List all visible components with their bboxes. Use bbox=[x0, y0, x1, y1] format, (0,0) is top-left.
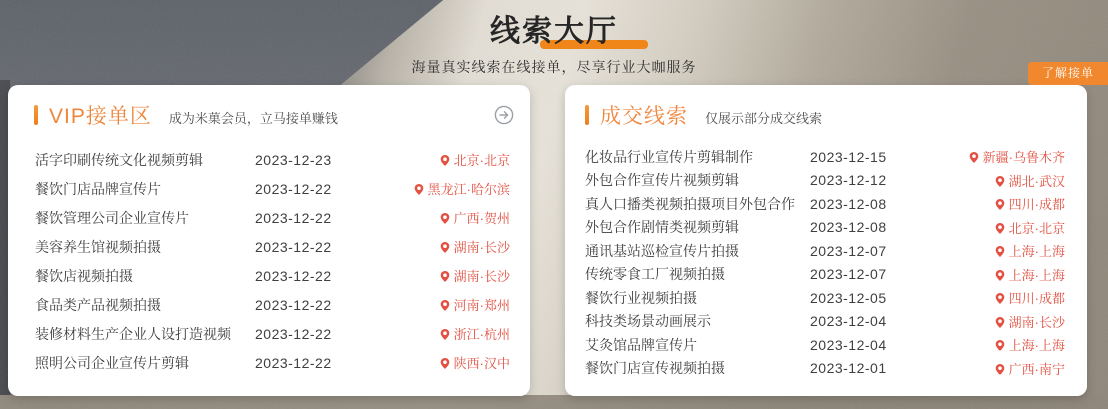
lead-date: 2023-12-12 bbox=[810, 172, 887, 189]
lead-date: 2023-12-22 bbox=[255, 267, 332, 284]
lead-location bbox=[940, 147, 1065, 166]
lead-date: 2023-12-15 bbox=[810, 148, 887, 165]
lead-title: 艾灸馆品牌宣传片 bbox=[585, 336, 697, 353]
location-pin-icon bbox=[439, 212, 451, 225]
lead-location-text: 湖南·长沙 bbox=[1008, 314, 1065, 330]
lead-location bbox=[385, 353, 510, 372]
vip-order-panel bbox=[8, 85, 530, 396]
lead-date: 2023-12-22 bbox=[255, 238, 332, 255]
lead-title: 装修材料生产企业人设打造视频 bbox=[35, 325, 231, 342]
lead-location bbox=[385, 179, 510, 198]
lead-location-text: 北京·北京 bbox=[1008, 220, 1065, 236]
lead-location bbox=[940, 218, 1065, 237]
lead-location bbox=[940, 288, 1065, 307]
lead-date: 2023-12-04 bbox=[810, 313, 887, 330]
lead-title: 传统零食工厂视频拍摄 bbox=[585, 266, 725, 283]
location-pin-icon bbox=[994, 245, 1006, 258]
lead-date: 2023-12-05 bbox=[810, 289, 887, 306]
lead-location bbox=[385, 150, 510, 169]
deals-panel-header bbox=[565, 85, 1087, 130]
location-pin-icon bbox=[413, 183, 425, 196]
location-pin-icon bbox=[439, 357, 451, 370]
deals-panel-title: 成交线索 bbox=[600, 105, 688, 128]
lead-row[interactable] bbox=[565, 333, 1087, 357]
lead-row[interactable] bbox=[8, 145, 530, 174]
page-subtitle: 海量真实线索在线接单，尽享行业大咖服务 bbox=[411, 59, 697, 75]
lead-date: 2023-12-23 bbox=[255, 151, 332, 168]
lead-location-text: 上海·上海 bbox=[1008, 244, 1065, 260]
closed-deals-panel bbox=[565, 85, 1087, 396]
lead-title: 照明公司企业宣传片剪辑 bbox=[35, 354, 189, 371]
lead-location-text: 上海·上海 bbox=[1008, 267, 1065, 283]
lead-title: 食品类产品视频拍摄 bbox=[35, 296, 161, 313]
location-pin-icon bbox=[994, 222, 1006, 235]
learn-to-take-orders-button[interactable]: 了解接单 bbox=[1028, 62, 1108, 85]
lead-row[interactable] bbox=[8, 174, 530, 203]
lead-location-text: 广西·南宁 bbox=[1008, 361, 1065, 377]
lead-location-text: 上海·上海 bbox=[1008, 338, 1065, 354]
lead-row[interactable] bbox=[565, 286, 1087, 310]
lead-row[interactable] bbox=[8, 232, 530, 261]
lead-location-text: 广西·贺州 bbox=[453, 211, 510, 226]
location-pin-icon bbox=[994, 198, 1006, 211]
lead-date: 2023-12-22 bbox=[255, 354, 332, 371]
lead-location bbox=[940, 265, 1065, 284]
lead-location bbox=[940, 194, 1065, 213]
lead-date: 2023-12-22 bbox=[255, 325, 332, 342]
lead-title: 餐饮管理公司企业宣传片 bbox=[35, 209, 189, 226]
location-pin-icon bbox=[994, 363, 1006, 376]
lead-date: 2023-12-01 bbox=[810, 360, 887, 377]
accent-bar bbox=[34, 105, 38, 125]
lead-title: 餐饮门店品牌宣传片 bbox=[35, 180, 161, 197]
location-pin-icon bbox=[439, 299, 451, 312]
lead-location-text: 四川·成都 bbox=[1008, 291, 1065, 307]
vip-panel-header bbox=[8, 85, 530, 130]
lead-row[interactable] bbox=[565, 357, 1087, 381]
lead-date: 2023-12-08 bbox=[810, 219, 887, 236]
lead-location-text: 湖南·长沙 bbox=[453, 269, 510, 284]
lead-row[interactable] bbox=[565, 192, 1087, 216]
lead-date: 2023-12-22 bbox=[255, 296, 332, 313]
lead-title: 餐饮行业视频拍摄 bbox=[585, 289, 697, 306]
location-pin-icon bbox=[994, 292, 1006, 305]
lead-title: 美容养生馆视频拍摄 bbox=[35, 238, 161, 255]
lead-row[interactable] bbox=[565, 216, 1087, 240]
page-title-text: 线索大厅 bbox=[490, 15, 618, 48]
lead-date: 2023-12-07 bbox=[810, 242, 887, 259]
lead-location bbox=[385, 324, 510, 343]
lead-row[interactable] bbox=[8, 261, 530, 290]
lead-row[interactable] bbox=[565, 169, 1087, 193]
lead-location-text: 黑龙江·哈尔滨 bbox=[427, 182, 510, 197]
accent-bar bbox=[585, 105, 589, 125]
deals-panel-subtitle: 仅展示部分成交线索 bbox=[705, 110, 823, 126]
vip-panel-subtitle: 成为米菓会员，立马接单赚钱 bbox=[168, 110, 338, 126]
lead-location-text: 北京·北京 bbox=[453, 153, 510, 168]
lead-date: 2023-12-04 bbox=[810, 336, 887, 353]
lead-title: 化妆品行业宣传片剪辑制作 bbox=[585, 148, 753, 165]
lead-title: 外包合作剧情类视频剪辑 bbox=[585, 219, 739, 236]
deals-lead-list bbox=[565, 145, 1087, 396]
lead-location bbox=[385, 237, 510, 256]
lead-title: 外包合作宣传片视频剪辑 bbox=[585, 172, 739, 189]
lead-location bbox=[940, 335, 1065, 354]
location-pin-icon bbox=[439, 154, 451, 167]
lead-row[interactable] bbox=[565, 145, 1087, 169]
lead-location-text: 湖北·武汉 bbox=[1008, 173, 1065, 189]
lead-row[interactable] bbox=[565, 239, 1087, 263]
lead-row[interactable] bbox=[8, 319, 530, 348]
lead-location bbox=[940, 312, 1065, 331]
lead-location bbox=[385, 208, 510, 227]
hero-header bbox=[0, 0, 1108, 77]
location-pin-icon bbox=[439, 241, 451, 254]
background-bottom-strip bbox=[0, 395, 1108, 409]
lead-title: 通讯基站巡检宣传片拍摄 bbox=[585, 242, 739, 259]
location-pin-icon bbox=[994, 175, 1006, 188]
location-pin-icon bbox=[439, 270, 451, 283]
lead-title: 科技类场景动画展示 bbox=[585, 313, 711, 330]
lead-row[interactable] bbox=[565, 263, 1087, 287]
lead-date: 2023-12-07 bbox=[810, 266, 887, 283]
lead-location-text: 河南·郑州 bbox=[453, 298, 510, 313]
lead-location bbox=[385, 295, 510, 314]
location-pin-icon bbox=[994, 339, 1006, 352]
lead-title: 餐饮门店宣传视频拍摄 bbox=[585, 360, 725, 377]
vip-panel-title: VIP接单区 bbox=[49, 105, 152, 128]
location-pin-icon bbox=[994, 269, 1006, 282]
lead-date: 2023-12-08 bbox=[810, 195, 887, 212]
lead-date: 2023-12-22 bbox=[255, 180, 332, 197]
lead-row[interactable] bbox=[565, 310, 1087, 334]
lead-location-text: 湖南·长沙 bbox=[453, 240, 510, 255]
lead-title: 真人口播类视频拍摄项目外包合作 bbox=[585, 195, 795, 212]
lead-row[interactable] bbox=[8, 348, 530, 377]
lead-location-text: 四川·成都 bbox=[1008, 197, 1065, 213]
arrow-right-circle-icon[interactable] bbox=[494, 105, 514, 125]
lead-location-text: 陕西·汉中 bbox=[453, 356, 510, 371]
page-title bbox=[490, 6, 618, 50]
location-pin-icon bbox=[439, 328, 451, 341]
lead-location bbox=[940, 171, 1065, 190]
lead-location-text: 浙江·杭州 bbox=[453, 327, 510, 342]
lead-location bbox=[940, 359, 1065, 378]
lead-location bbox=[940, 241, 1065, 260]
lead-row[interactable] bbox=[8, 290, 530, 319]
lead-title: 餐饮店视频拍摄 bbox=[35, 267, 133, 284]
location-pin-icon bbox=[968, 151, 980, 164]
lead-title: 活字印刷传统文化视频剪辑 bbox=[35, 151, 203, 168]
lead-location bbox=[385, 266, 510, 285]
lead-location-text: 新疆·乌鲁木齐 bbox=[982, 150, 1065, 166]
location-pin-icon bbox=[994, 316, 1006, 329]
vip-lead-list bbox=[8, 145, 530, 396]
lead-date: 2023-12-22 bbox=[255, 209, 332, 226]
lead-row[interactable] bbox=[8, 203, 530, 232]
